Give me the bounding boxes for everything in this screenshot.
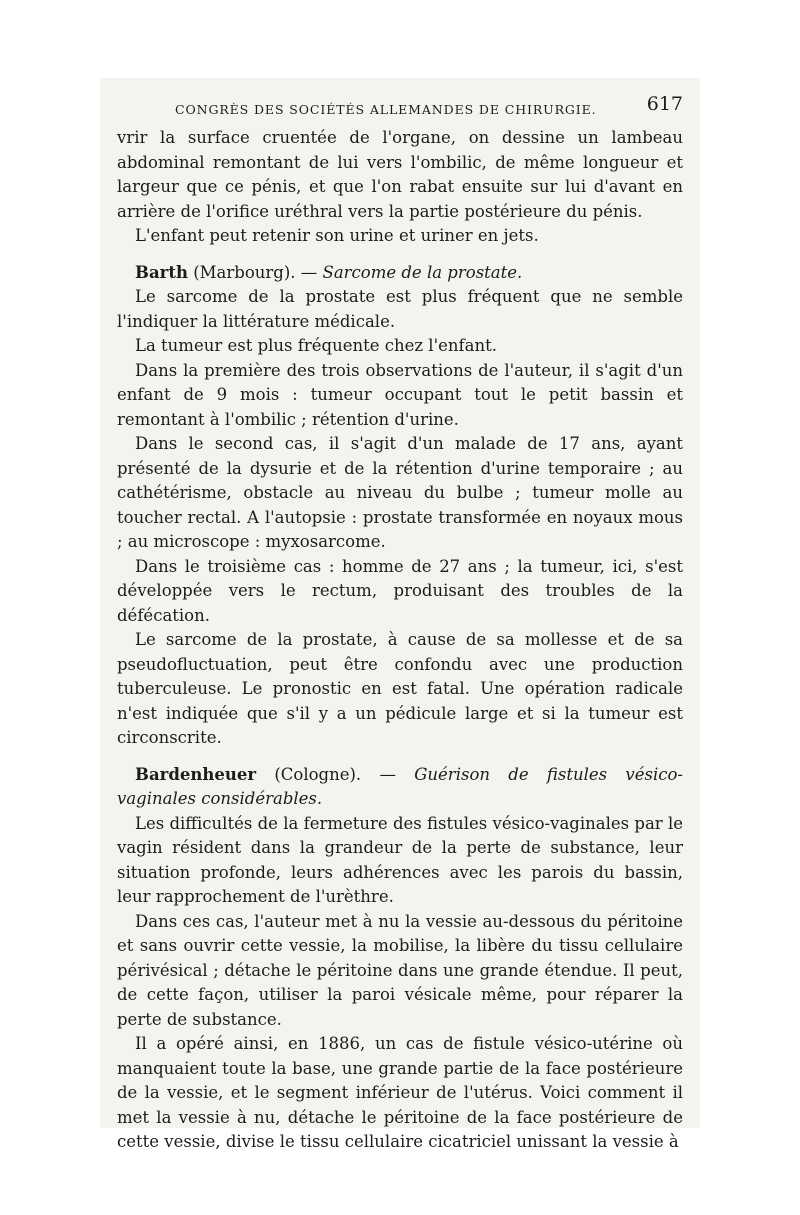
page-number: 617 (646, 93, 683, 115)
barth-paragraph-2: La tumeur est plus fréquente chez l'enfant. (135, 336, 497, 355)
running-header (117, 92, 683, 122)
barth-paragraph-5: Dans le troisième cas : homme de 27 ans ; la tumeur, ici, s'est développée vers le rectum, produisant des troubles de la défécation. (117, 556, 683, 625)
intro-paragraph-1: vrir la surface cruentée de l'organe, on dessine un lambeau abdominal remontant de lui vers l'ombilic, de même longueur et largeur que ce pénis, et que l'on rabat ensuite sur lui d'avant en arrière de l'orifice uréthral vers la partie postérieure du pénis. (117, 128, 683, 221)
barth-paragraph-6: Le sarcome de la prostate, à cause de sa mollesse et de sa pseudofluctuation, peut être confondu avec une production tuberculeuse. Le pronostic en est fatal. Une opération radicale n'est indiquée que s'il y a un pédicule large et si la tumeur est circonscrite. (117, 630, 683, 747)
bardenheuer-paragraph-3: Il a opéré ainsi, en 1886, un cas de fistule vésico-utérine où manquaient toute la base, une grande partie de la face postérieure de la vessie, et le segment inférieur de l'utérus. Voici comment il met la vessie à nu, détache le péritoine de la face postérieure de cette vessie, divise le tissu cellulaire cicatriciel unissant la vessie à (117, 1034, 683, 1151)
bardenheuer-entry-heading (117, 763, 683, 812)
bardenheuer-title: Guérison de fistules vésico-vaginales considérables. (117, 764, 683, 808)
running-title: CONGRÈS DES SOCIÉTÉS ALLEMANDES DE CHIRURGIE. (175, 102, 597, 117)
intro-paragraph-2: L'enfant peut retenir son urine et uriner en jets. (135, 226, 539, 245)
barth-title: Sarcome de la prostate. (322, 262, 523, 282)
bardenheuer-paragraph-1: Les difficultés de la fermeture des fistules vésico-vaginales par le vagin résident dans la grandeur de la perte de substance, leur situation profonde, leurs adhérences avec les parois du bassin, leur rapprochement de l'urèthre. (117, 813, 683, 906)
barth-entry-heading (117, 261, 683, 286)
barth-dash: — (295, 262, 323, 282)
book-page (117, 92, 683, 1155)
bardenheuer-author: Bardenheuer (135, 764, 257, 784)
barth-paragraph-3: Dans la première des trois observations de l'auteur, il s'agit d'un enfant de 9 mois : tumeur occupant tout le petit bassin et remontant à l'ombilic ; rétention d'urine. (117, 360, 683, 429)
bardenheuer-paragraph-2: Dans ces cas, l'auteur met à nu la vessie au-dessous du péritoine et sans ouvrir cette vessie, la mobilise, la libère du tissu cellulaire périvésical ; détache le péritoine dans une grande étendue. Il peut, de cette façon, utiliser la paroi vésicale même, pour réparer la perte de substance. (117, 911, 683, 1029)
barth-paragraph-4: Dans le second cas, il s'agit d'un malade de 17 ans, ayant présenté de la dysurie et de la rétention d'urine temporaire ; au cathétérisme, obstacle au niveau du bulbe ; tumeur molle au toucher rectal. A l'autopsie : prostate transformée en noyaux mous ; au microscope : myxosarcome. (117, 434, 683, 551)
barth-paragraph-1: Le sarcome de la prostate est plus fréquent que ne semble l'indiquer la littérature médicale. (117, 287, 683, 331)
bardenheuer-dash: — (361, 764, 415, 784)
bardenheuer-place: (Cologne). (274, 764, 362, 784)
barth-author: Barth (135, 262, 188, 282)
barth-place: (Marbourg). (193, 262, 296, 282)
